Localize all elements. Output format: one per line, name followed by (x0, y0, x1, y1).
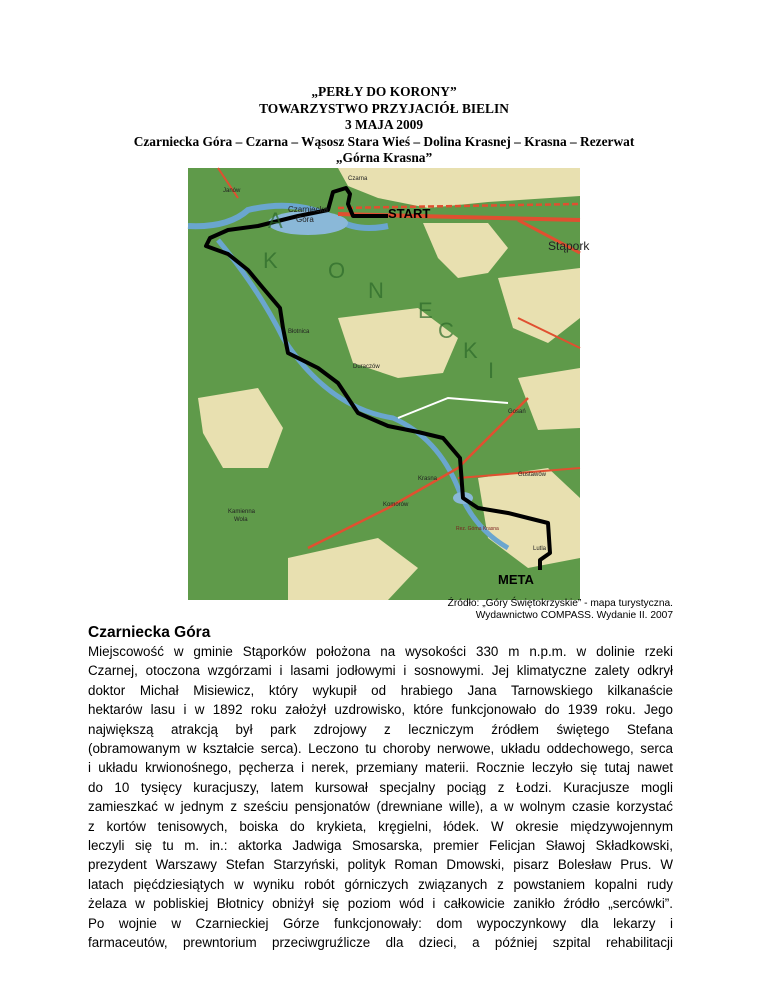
document-header (0, 84, 768, 167)
source-line-1: Źródło: „Góry Świętokrzyskie” - mapa turystyczna. (447, 598, 673, 609)
body-line: Po wojnie w Czarnieckiej Górze funkcjonowały: dom wypoczynkowy dla lekarzy i (88, 915, 673, 931)
body-line: Czarnej, otoczona wzgórzami i lasami jodłowymi i sosnowymi. Jej klimatyczne zalety odkrył (88, 663, 673, 679)
map-label-lutla: Lutla (533, 546, 547, 552)
header-title: „PERŁY DO KORONY” (311, 84, 457, 99)
body-line: żelaza w pobliskiej Błotnicy obniżył się poziom wód i całkowicie zanikło źródło „sercówki”. (88, 896, 673, 912)
section-heading: Czarniecka Góra (88, 624, 211, 641)
header-date: 3 MAJA 2009 (344, 117, 424, 132)
map-label-komorow: Komorów (383, 502, 409, 508)
map-label-czarniecka: Czarniecka (288, 205, 329, 214)
svg-text:N: N (368, 278, 384, 303)
svg-text:A: A (268, 208, 283, 233)
map-label-janow: Janów (223, 188, 241, 194)
map-label-krasna: Krasna (418, 476, 438, 482)
map-label-blotnica: Błotnica (288, 329, 310, 335)
map-label-gora: Góra (296, 215, 314, 224)
body-line: do 10 tysięcy kuracjuszy, latem kursował specjalny pociąg z Łodzi. Kuracjusze mogli (88, 779, 673, 795)
route-map (188, 168, 590, 600)
body-line: hektarów lasu i w 1892 roku założył uzdrowisko, które funkcjonowało do 1939 roku. Jego (88, 702, 673, 718)
map-label-gosan: Gosań (508, 409, 526, 415)
map-label-duraczow: Duraczów (353, 364, 380, 370)
route-map-svg (188, 168, 590, 600)
body-line: i układu krwionośnego, pęcherza i nerek, przemiany materii. Rocznie leczyło się tutaj nawet (88, 760, 673, 776)
body-line: latach pięćdziesiątych w wyniku robót górniczych związanych z powstaniem kopalni rudy (88, 876, 673, 892)
map-label-kamienna: Kamienna (228, 509, 256, 515)
map-source-caption (380, 598, 673, 622)
map-start-label: START (388, 206, 431, 221)
body-line: Miejscowość w gminie Stąporków położona na wysokości 330 m n.p.m. w dolinie rzeki (88, 644, 673, 659)
map-meta-label: META (498, 572, 534, 587)
body-line: największą atrakcją był park zdrojowy z leczniczym źródłem świętego Stefana (88, 721, 673, 737)
map-label-gustawow: Gustawów (518, 472, 547, 478)
svg-text:C: C (438, 318, 454, 343)
svg-text:I: I (488, 358, 495, 383)
header-organizer: TOWARZYSTWO PRZYJACIÓŁ BIELIN (259, 100, 509, 116)
svg-text:O: O (328, 258, 346, 283)
body-line: farmaceutów, prewntorium przeciwgruźlicze dla dzieci, a później szpital rehabilitacji (88, 935, 673, 951)
svg-text:K: K (263, 248, 278, 273)
source-line-2: Wydawnictwo COMPASS. Wydanie II. 2007 (475, 610, 673, 621)
section-body (88, 642, 673, 953)
map-label-reserve: Rez. Górna Krasna (456, 526, 499, 532)
body-line: z kortów tenisowych, boiska do krykieta, kręgielni, łódek. W okresie międzywojennym (88, 818, 673, 834)
svg-text:E: E (418, 298, 433, 323)
body-line: prezydent Warszawy Stefan Starzyński, polityk Roman Dmowski, pisarz Bolesław Prus. W (88, 857, 673, 873)
body-line: (obramowanym w kształcie serca). Leczono tu choroby nerwowe, układu oddechowego, serca (88, 741, 673, 757)
header-reserve: „Górna Krasna” (335, 150, 433, 165)
body-line: doktor Michał Misiewicz, który wykupił od hrabiego Jana Tarnowskiego kilkanaście (88, 682, 673, 698)
svg-text:K: K (463, 338, 478, 363)
body-line: zamieszkać w jednym z sześciu pensjonatów (drewniane wille), a w wolnym czasie korzystać (88, 799, 673, 815)
map-label-staporkow: Stąpork (548, 239, 590, 253)
map-label-czarna: Czarna (348, 176, 368, 182)
header-route: Czarniecka Góra – Czarna – Wąsosz Stara Wieś – Dolina Krasnej – Krasna – Rezerwat (133, 133, 635, 149)
body-line: leczyli się tu m. in.: aktorka Jadwiga Smosarska, premier Felicjan Sławoj Składkowski, (88, 838, 673, 854)
map-label-wola: Wola (234, 517, 248, 523)
